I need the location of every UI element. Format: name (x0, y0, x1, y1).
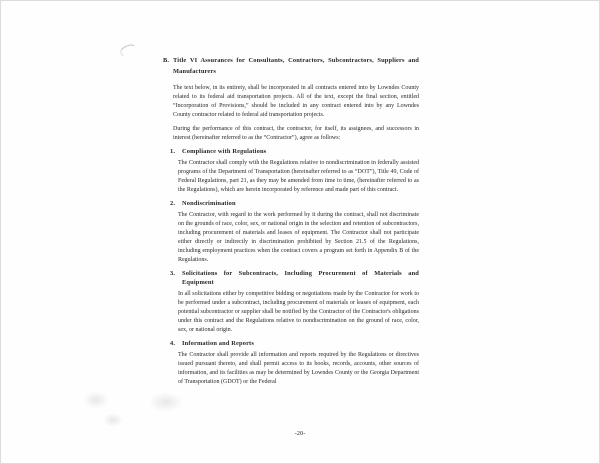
scan-artifact-curve-mark (119, 42, 140, 58)
item-body: The Contractor shall provide all information and reports required by the Regulations or directives issued pursuant thereto, and shall permit access to its books, records, accounts, other sources of information, and its facilities as may be determined by Lowndes County or the Georgia Department of Transportation (GDOT) or the Federal (178, 352, 419, 385)
list-item-compliance (163, 147, 419, 195)
section-title: Title VI Assurances for Consultants, Contractors, Subcontractors, Suppliers and Manufacturers (173, 57, 419, 75)
item-heading (163, 199, 419, 208)
section-heading (163, 55, 419, 77)
scan-artifact-smudge (149, 392, 183, 412)
item-body: The Contractor shall comply with the Regulations relative to nondiscrimination in federally assisted programs of the Department of Transportation (hereinafter referred to as “DOT”), Title 49, Code of Federal Regulations, part 21, as they may be amended from time to time, (hereinafter referred to as the Regulations), which are herein incorporated by reference and made part of this contract. (178, 160, 419, 193)
scan-artifact-smudge (83, 391, 109, 409)
item-number: 3. (170, 270, 176, 277)
page-number: -20- (294, 430, 306, 437)
item-number: 4. (170, 340, 176, 347)
item-title: Solicitations for Subcontracts, Including Procurement of Materials and Equipment (182, 270, 419, 286)
item-number: 2. (170, 200, 176, 207)
list-item-information-reports (163, 339, 419, 387)
section-letter: B. (163, 57, 170, 64)
document-content (163, 55, 419, 387)
scan-artifact-smudge (103, 413, 123, 427)
list-item-nondiscrimination (163, 199, 419, 265)
item-heading (163, 147, 419, 156)
item-body: The Contractor, with regard to the work performed by it during the contract, shall not discriminate on the grounds of race, color, sex, or national origin in the selection and retention of subcontractors, including procurement of materials and leases of equipment. The Contractor shall not participate either directly or indirectly in discrimination prohibited by Section 21.5 of the Regulations, including employment practices when the contract covers a program set forth in Appendix B of the Regulations. (178, 212, 419, 263)
item-title: Nondiscrimination (182, 200, 236, 207)
intro-paragraph-2: During the performance of this contract, the contractor, for itself, its assignees, and successors in interest (hereinafter referred to as the “Contractor”), agree as follows: (173, 126, 419, 141)
item-number: 1. (170, 148, 176, 155)
item-body: In all solicitations either by competitive bidding or negotiations made by the Contractor for work to be performed under a subcontract, including procurement of materials or leases of equipment, each potential subcontractor or supplier shall be notified by the Contractor of the Contractor's obligations under this contract and the Regulations relative to nondiscrimination on the ground of race, color, sex, or national origin. (178, 291, 419, 333)
list-item-solicitations (163, 269, 419, 335)
item-heading (163, 339, 419, 348)
item-heading (163, 269, 419, 287)
item-title: Compliance with Regulations (182, 148, 267, 155)
intro-paragraph-1: The text below, in its entirety, shall be incorporated in all contracts entered into by Lowndes County related to its federal aid transportation projects. All of the text, except the final section, entitled “Incorporation of Provisions,” should be included in any contract entered into by any Lowndes County contractor related to federal aid transportation projects. (173, 85, 419, 118)
item-title: Information and Reports (182, 340, 254, 347)
